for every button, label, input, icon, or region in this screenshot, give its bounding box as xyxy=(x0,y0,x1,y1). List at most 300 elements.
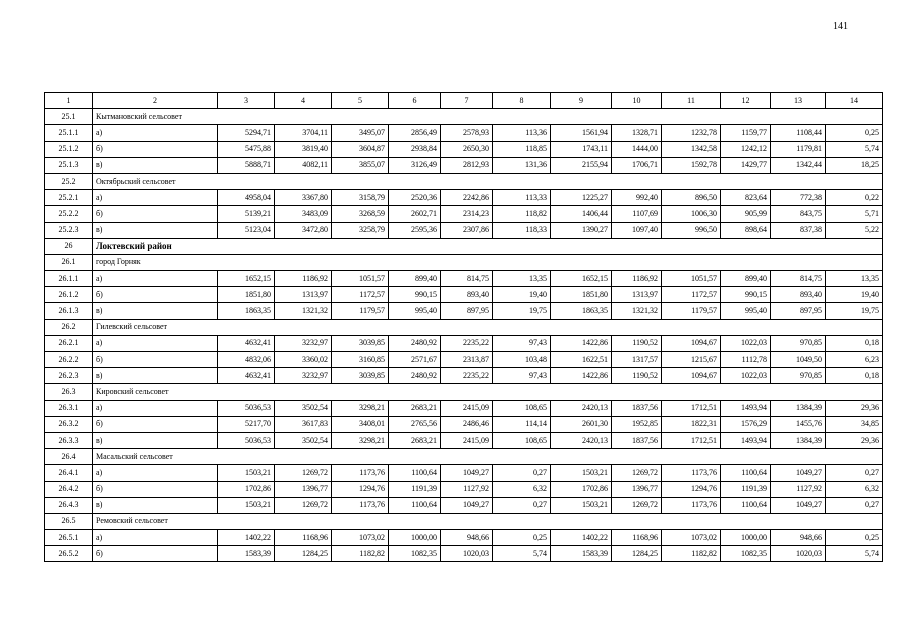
value-cell: 1168,96 xyxy=(612,530,662,546)
value-cell: 1384,39 xyxy=(771,432,826,448)
value-cell: 3232,97 xyxy=(275,335,332,351)
value-cell: 996,50 xyxy=(662,222,721,238)
value-cell: 1503,21 xyxy=(551,497,612,513)
value-cell: 108,65 xyxy=(493,400,551,416)
value-cell: 6,32 xyxy=(493,481,551,497)
column-header: 5 xyxy=(332,93,389,109)
value-cell: 0,27 xyxy=(493,465,551,481)
section-title: Кытмановский сельсовет xyxy=(93,109,883,125)
value-cell: 1863,35 xyxy=(551,303,612,319)
value-cell: 108,65 xyxy=(493,432,551,448)
column-header: 14 xyxy=(826,93,883,109)
table-row xyxy=(45,222,883,238)
value-cell: 3360,02 xyxy=(275,352,332,368)
value-cell: 2235,22 xyxy=(441,368,493,384)
value-cell: 893,40 xyxy=(771,287,826,303)
row-number: 26.5.2 xyxy=(45,546,93,562)
value-cell: 113,33 xyxy=(493,190,551,206)
value-cell: 1112,78 xyxy=(721,352,771,368)
value-cell: 118,85 xyxy=(493,141,551,157)
value-cell: 1712,51 xyxy=(662,400,721,416)
value-cell: 2420,13 xyxy=(551,400,612,416)
value-cell: 1000,00 xyxy=(389,530,441,546)
value-cell: 1159,77 xyxy=(721,125,771,141)
value-cell: 970,85 xyxy=(771,368,826,384)
table-row xyxy=(45,271,883,287)
value-cell: 1294,76 xyxy=(662,481,721,497)
value-cell: 1851,80 xyxy=(218,287,275,303)
value-cell: 2415,09 xyxy=(441,432,493,448)
value-cell: 1822,31 xyxy=(662,416,721,432)
value-cell: 1049,27 xyxy=(771,465,826,481)
table-row xyxy=(45,400,883,416)
value-cell: 3232,97 xyxy=(275,368,332,384)
value-cell: 1576,29 xyxy=(721,416,771,432)
value-cell: 1702,86 xyxy=(218,481,275,497)
variant-label: а) xyxy=(93,271,218,287)
value-cell: 893,40 xyxy=(441,287,493,303)
value-cell: 1100,64 xyxy=(389,465,441,481)
variant-label: б) xyxy=(93,141,218,157)
value-cell: 1503,21 xyxy=(218,497,275,513)
value-cell: 97,43 xyxy=(493,335,551,351)
value-cell: 114,14 xyxy=(493,416,551,432)
section-row xyxy=(45,449,883,465)
value-cell: 131,36 xyxy=(493,157,551,173)
row-number: 25.1.1 xyxy=(45,125,93,141)
value-cell: 2602,71 xyxy=(389,206,441,222)
value-cell: 2307,86 xyxy=(441,222,493,238)
section-title: Гилевский сельсовет xyxy=(93,319,883,335)
value-cell: 948,66 xyxy=(441,530,493,546)
value-cell: 3855,07 xyxy=(332,157,389,173)
variant-label: а) xyxy=(93,400,218,416)
value-cell: 2520,36 xyxy=(389,190,441,206)
value-cell: 1503,21 xyxy=(551,465,612,481)
column-header: 1 xyxy=(45,93,93,109)
data-table xyxy=(44,92,883,562)
value-cell: 1051,57 xyxy=(662,271,721,287)
value-cell: 814,75 xyxy=(771,271,826,287)
row-number: 26.4 xyxy=(45,449,93,465)
value-cell: 1706,71 xyxy=(612,157,662,173)
value-cell: 1837,56 xyxy=(612,432,662,448)
value-cell: 1390,27 xyxy=(551,222,612,238)
value-cell: 3408,01 xyxy=(332,416,389,432)
table-row xyxy=(45,125,883,141)
row-number: 26.1 xyxy=(45,254,93,270)
value-cell: 3502,54 xyxy=(275,400,332,416)
value-cell: 3039,85 xyxy=(332,335,389,351)
value-cell: 990,15 xyxy=(389,287,441,303)
value-cell: 1561,94 xyxy=(551,125,612,141)
value-cell: 1444,00 xyxy=(612,141,662,157)
value-cell: 5036,53 xyxy=(218,400,275,416)
value-cell: 5217,70 xyxy=(218,416,275,432)
value-cell: 19,75 xyxy=(493,303,551,319)
value-cell: 1173,76 xyxy=(332,497,389,513)
variant-label: б) xyxy=(93,481,218,497)
value-cell: 1269,72 xyxy=(275,497,332,513)
value-cell: 1328,71 xyxy=(612,125,662,141)
value-cell: 970,85 xyxy=(771,335,826,351)
value-cell: 1094,67 xyxy=(662,368,721,384)
value-cell: 2314,23 xyxy=(441,206,493,222)
value-cell: 3604,87 xyxy=(332,141,389,157)
variant-label: в) xyxy=(93,432,218,448)
variant-label: а) xyxy=(93,530,218,546)
value-cell: 2683,21 xyxy=(389,400,441,416)
value-cell: 6,32 xyxy=(826,481,883,497)
value-cell: 1168,96 xyxy=(275,530,332,546)
value-cell: 1179,81 xyxy=(771,141,826,157)
column-header: 8 xyxy=(493,93,551,109)
value-cell: 19,40 xyxy=(826,287,883,303)
variant-label: а) xyxy=(93,465,218,481)
value-cell: 1396,77 xyxy=(612,481,662,497)
value-cell: 1107,69 xyxy=(612,206,662,222)
value-cell: 5123,04 xyxy=(218,222,275,238)
value-cell: 1493,94 xyxy=(721,400,771,416)
column-header: 11 xyxy=(662,93,721,109)
value-cell: 1384,39 xyxy=(771,400,826,416)
value-cell: 1837,56 xyxy=(612,400,662,416)
value-cell: 899,40 xyxy=(721,271,771,287)
value-cell: 1100,64 xyxy=(721,497,771,513)
value-cell: 2486,46 xyxy=(441,416,493,432)
value-cell: 1342,58 xyxy=(662,141,721,157)
value-cell: 3367,80 xyxy=(275,190,332,206)
row-number: 26.5 xyxy=(45,513,93,529)
value-cell: 5,74 xyxy=(826,141,883,157)
value-cell: 4958,04 xyxy=(218,190,275,206)
table-row xyxy=(45,190,883,206)
row-number: 26.4.3 xyxy=(45,497,93,513)
value-cell: 992,40 xyxy=(612,190,662,206)
value-cell: 1173,76 xyxy=(332,465,389,481)
value-cell: 843,75 xyxy=(771,206,826,222)
row-number: 26.1.2 xyxy=(45,287,93,303)
value-cell: 2765,56 xyxy=(389,416,441,432)
table-row xyxy=(45,465,883,481)
row-number: 26 xyxy=(45,238,93,254)
row-number: 26.4.1 xyxy=(45,465,93,481)
value-cell: 2812,93 xyxy=(441,157,493,173)
section-row xyxy=(45,384,883,400)
value-cell: 0,22 xyxy=(826,190,883,206)
value-cell: 1242,12 xyxy=(721,141,771,157)
value-cell: 1652,15 xyxy=(551,271,612,287)
section-title: Октябрьский сельсовет xyxy=(93,173,883,189)
value-cell: 3298,21 xyxy=(332,432,389,448)
value-cell: 1422,86 xyxy=(551,335,612,351)
value-cell: 1232,78 xyxy=(662,125,721,141)
variant-label: в) xyxy=(93,497,218,513)
row-number: 25.1.2 xyxy=(45,141,93,157)
value-cell: 1179,57 xyxy=(332,303,389,319)
value-cell: 2856,49 xyxy=(389,125,441,141)
value-cell: 2595,36 xyxy=(389,222,441,238)
column-header: 2 xyxy=(93,93,218,109)
value-cell: 1094,67 xyxy=(662,335,721,351)
value-cell: 1182,82 xyxy=(662,546,721,562)
value-cell: 118,33 xyxy=(493,222,551,238)
variant-label: в) xyxy=(93,368,218,384)
value-cell: 0,25 xyxy=(826,530,883,546)
value-cell: 0,27 xyxy=(826,497,883,513)
value-cell: 0,18 xyxy=(826,335,883,351)
column-header: 7 xyxy=(441,93,493,109)
value-cell: 5,71 xyxy=(826,206,883,222)
table-body xyxy=(45,93,883,562)
table-row xyxy=(45,335,883,351)
value-cell: 1191,39 xyxy=(721,481,771,497)
value-cell: 1863,35 xyxy=(218,303,275,319)
table-row xyxy=(45,530,883,546)
variant-label: в) xyxy=(93,303,218,319)
value-cell: 1020,03 xyxy=(441,546,493,562)
value-cell: 1294,76 xyxy=(332,481,389,497)
section-row xyxy=(45,254,883,270)
value-cell: 905,99 xyxy=(721,206,771,222)
row-number: 25.2.1 xyxy=(45,190,93,206)
value-cell: 0,27 xyxy=(826,465,883,481)
value-cell: 837,38 xyxy=(771,222,826,238)
value-cell: 896,50 xyxy=(662,190,721,206)
value-cell: 0,25 xyxy=(493,530,551,546)
table-row xyxy=(45,352,883,368)
row-number: 26.1.3 xyxy=(45,303,93,319)
value-cell: 2155,94 xyxy=(551,157,612,173)
value-cell: 1225,27 xyxy=(551,190,612,206)
value-cell: 18,25 xyxy=(826,157,883,173)
section-title: Ремовский сельсовет xyxy=(93,513,883,529)
table-row xyxy=(45,157,883,173)
row-number: 25.2.3 xyxy=(45,222,93,238)
value-cell: 103,48 xyxy=(493,352,551,368)
value-cell: 1313,97 xyxy=(612,287,662,303)
value-cell: 772,38 xyxy=(771,190,826,206)
value-cell: 1082,35 xyxy=(389,546,441,562)
value-cell: 1284,25 xyxy=(612,546,662,562)
value-cell: 823,64 xyxy=(721,190,771,206)
value-cell: 2415,09 xyxy=(441,400,493,416)
row-number: 26.3.1 xyxy=(45,400,93,416)
value-cell: 3495,07 xyxy=(332,125,389,141)
value-cell: 1191,39 xyxy=(389,481,441,497)
table-row xyxy=(45,303,883,319)
value-cell: 1583,39 xyxy=(551,546,612,562)
value-cell: 1051,57 xyxy=(332,271,389,287)
value-cell: 1173,76 xyxy=(662,465,721,481)
value-cell: 0,27 xyxy=(493,497,551,513)
value-cell: 1313,97 xyxy=(275,287,332,303)
value-cell: 2601,30 xyxy=(551,416,612,432)
value-cell: 2578,93 xyxy=(441,125,493,141)
value-cell: 1269,72 xyxy=(275,465,332,481)
value-cell: 113,36 xyxy=(493,125,551,141)
value-cell: 1097,40 xyxy=(612,222,662,238)
table-row xyxy=(45,481,883,497)
value-cell: 13,35 xyxy=(493,271,551,287)
value-cell: 3126,49 xyxy=(389,157,441,173)
column-header: 10 xyxy=(612,93,662,109)
value-cell: 2242,86 xyxy=(441,190,493,206)
row-number: 26.3.3 xyxy=(45,432,93,448)
page-number: 141 xyxy=(833,21,848,32)
value-cell: 1702,86 xyxy=(551,481,612,497)
row-number: 26.5.1 xyxy=(45,530,93,546)
value-cell: 5139,21 xyxy=(218,206,275,222)
value-cell: 1429,77 xyxy=(721,157,771,173)
variant-label: а) xyxy=(93,335,218,351)
variant-label: б) xyxy=(93,546,218,562)
section-row xyxy=(45,173,883,189)
value-cell: 1049,27 xyxy=(771,497,826,513)
value-cell: 29,36 xyxy=(826,400,883,416)
value-cell: 97,43 xyxy=(493,368,551,384)
value-cell: 1100,64 xyxy=(389,497,441,513)
row-number: 26.2.3 xyxy=(45,368,93,384)
table-row xyxy=(45,416,883,432)
value-cell: 2313,87 xyxy=(441,352,493,368)
table-row xyxy=(45,497,883,513)
value-cell: 2683,21 xyxy=(389,432,441,448)
row-number: 25.1 xyxy=(45,109,93,125)
value-cell: 1020,03 xyxy=(771,546,826,562)
value-cell: 1342,44 xyxy=(771,157,826,173)
value-cell: 2938,84 xyxy=(389,141,441,157)
header-row xyxy=(45,93,883,109)
row-number: 26.2.1 xyxy=(45,335,93,351)
district-title: Локтевский район xyxy=(93,238,883,254)
column-header: 6 xyxy=(389,93,441,109)
value-cell: 1006,30 xyxy=(662,206,721,222)
value-cell: 1108,44 xyxy=(771,125,826,141)
table-row xyxy=(45,287,883,303)
row-number: 26.4.2 xyxy=(45,481,93,497)
value-cell: 3160,85 xyxy=(332,352,389,368)
variant-label: б) xyxy=(93,206,218,222)
value-cell: 3483,09 xyxy=(275,206,332,222)
value-cell: 0,25 xyxy=(826,125,883,141)
value-cell: 1186,92 xyxy=(612,271,662,287)
row-number: 25.2 xyxy=(45,173,93,189)
value-cell: 5,74 xyxy=(493,546,551,562)
value-cell: 3258,79 xyxy=(332,222,389,238)
value-cell: 1073,02 xyxy=(662,530,721,546)
section-row xyxy=(45,109,883,125)
value-cell: 1321,32 xyxy=(612,303,662,319)
value-cell: 1000,00 xyxy=(721,530,771,546)
value-cell: 5475,88 xyxy=(218,141,275,157)
value-cell: 1317,57 xyxy=(612,352,662,368)
value-cell: 1402,22 xyxy=(218,530,275,546)
row-number: 26.2 xyxy=(45,319,93,335)
column-header: 9 xyxy=(551,93,612,109)
value-cell: 29,36 xyxy=(826,432,883,448)
value-cell: 1190,52 xyxy=(612,368,662,384)
value-cell: 19,40 xyxy=(493,287,551,303)
value-cell: 3617,83 xyxy=(275,416,332,432)
value-cell: 1022,03 xyxy=(721,368,771,384)
variant-label: в) xyxy=(93,157,218,173)
value-cell: 3502,54 xyxy=(275,432,332,448)
value-cell: 1396,77 xyxy=(275,481,332,497)
column-header: 4 xyxy=(275,93,332,109)
value-cell: 5,74 xyxy=(826,546,883,562)
value-cell: 1172,57 xyxy=(662,287,721,303)
value-cell: 4082,11 xyxy=(275,157,332,173)
table-row xyxy=(45,432,883,448)
variant-label: в) xyxy=(93,222,218,238)
value-cell: 1622,51 xyxy=(551,352,612,368)
value-cell: 3472,80 xyxy=(275,222,332,238)
value-cell: 1406,44 xyxy=(551,206,612,222)
value-cell: 1186,92 xyxy=(275,271,332,287)
value-cell: 1402,22 xyxy=(551,530,612,546)
value-cell: 1743,11 xyxy=(551,141,612,157)
section-row xyxy=(45,319,883,335)
value-cell: 2480,92 xyxy=(389,335,441,351)
value-cell: 1269,72 xyxy=(612,465,662,481)
table-row xyxy=(45,546,883,562)
value-cell: 1049,50 xyxy=(771,352,826,368)
value-cell: 19,75 xyxy=(826,303,883,319)
value-cell: 1022,03 xyxy=(721,335,771,351)
row-number: 25.1.3 xyxy=(45,157,93,173)
variant-label: а) xyxy=(93,125,218,141)
value-cell: 1190,52 xyxy=(612,335,662,351)
value-cell: 1952,85 xyxy=(612,416,662,432)
value-cell: 5888,71 xyxy=(218,157,275,173)
value-cell: 990,15 xyxy=(721,287,771,303)
value-cell: 3158,79 xyxy=(332,190,389,206)
value-cell: 1269,72 xyxy=(612,497,662,513)
table-row xyxy=(45,368,883,384)
variant-label: б) xyxy=(93,287,218,303)
value-cell: 2480,92 xyxy=(389,368,441,384)
table-row xyxy=(45,206,883,222)
column-header: 12 xyxy=(721,93,771,109)
column-header: 13 xyxy=(771,93,826,109)
section-title: Кировский сельсовет xyxy=(93,384,883,400)
value-cell: 5036,53 xyxy=(218,432,275,448)
value-cell: 1179,57 xyxy=(662,303,721,319)
value-cell: 1851,80 xyxy=(551,287,612,303)
value-cell: 1493,94 xyxy=(721,432,771,448)
value-cell: 1173,76 xyxy=(662,497,721,513)
value-cell: 1592,78 xyxy=(662,157,721,173)
value-cell: 899,40 xyxy=(389,271,441,287)
value-cell: 0,18 xyxy=(826,368,883,384)
value-cell: 995,40 xyxy=(721,303,771,319)
value-cell: 1712,51 xyxy=(662,432,721,448)
row-number: 26.1.1 xyxy=(45,271,93,287)
value-cell: 814,75 xyxy=(441,271,493,287)
value-cell: 1422,86 xyxy=(551,368,612,384)
value-cell: 4632,41 xyxy=(218,368,275,384)
value-cell: 1127,92 xyxy=(441,481,493,497)
value-cell: 1215,67 xyxy=(662,352,721,368)
value-cell: 2420,13 xyxy=(551,432,612,448)
value-cell: 897,95 xyxy=(771,303,826,319)
value-cell: 1182,82 xyxy=(332,546,389,562)
section-row xyxy=(45,513,883,529)
value-cell: 4832,06 xyxy=(218,352,275,368)
value-cell: 3268,59 xyxy=(332,206,389,222)
section-title: Масальский сельсовет xyxy=(93,449,883,465)
